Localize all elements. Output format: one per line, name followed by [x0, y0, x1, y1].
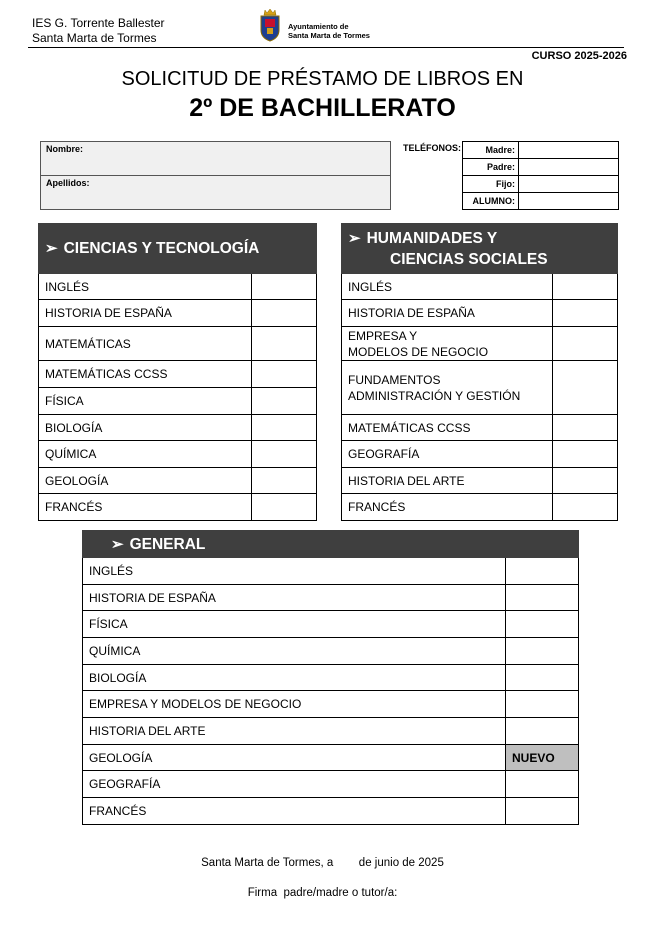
ayuntamiento-name [288, 22, 370, 40]
subject-label: BIOLOGÍA [83, 665, 506, 691]
subject-text: ADMINISTRACIÓN Y GESTIÓN [348, 388, 521, 403]
subject-label [342, 494, 553, 521]
subject-label [342, 327, 553, 361]
subject-label: FÍSICA [83, 611, 506, 638]
general-table [82, 530, 579, 825]
subject-checkbox[interactable] [506, 665, 579, 691]
phone-label: ALUMNO: [463, 193, 519, 210]
humanidades-header [342, 224, 618, 274]
subject-checkbox[interactable] [553, 415, 618, 441]
telefonos-label: TELÉFONOS: [403, 143, 461, 153]
phone-label: Padre: [463, 159, 519, 176]
page-title: SOLICITUD DE PRÉSTAMO DE LIBROS EN [121, 68, 524, 90]
table-row [342, 468, 618, 494]
table-row [39, 415, 317, 441]
header-divider [28, 47, 624, 48]
subject-label [342, 415, 553, 441]
subject-text: FUNDAMENTOS [348, 372, 441, 387]
school-line-2: Santa Marta de Tormes [32, 31, 157, 45]
subject-checkbox[interactable] [553, 300, 618, 327]
subject-text: EMPRESA Y [348, 328, 418, 343]
subject-label: HISTORIA DEL ARTE [83, 718, 506, 745]
table-row [83, 585, 579, 611]
phones-table [462, 141, 619, 210]
subject-text: MATEMÁTICAS CCSS [348, 420, 471, 435]
subject-checkbox[interactable] [252, 327, 317, 361]
subject-label: GEOGRAFÍA [83, 771, 506, 798]
table-row [342, 274, 618, 300]
apellidos-label: Apellidos: [46, 178, 90, 188]
table-row [83, 745, 579, 771]
subject-label [342, 441, 553, 468]
subject-checkbox[interactable] [553, 274, 618, 300]
phone-label: Fijo: [463, 176, 519, 193]
page-subtitle: 2º DE BACHILLERATO [189, 94, 456, 122]
subject-label: GEOLOGÍA [83, 745, 506, 771]
subject-checkbox[interactable] [506, 718, 579, 745]
subject-checkbox[interactable] [252, 441, 317, 468]
arrow-icon: ➢ [45, 240, 58, 257]
humanidades-table [341, 223, 618, 521]
table-row [39, 388, 317, 415]
table-row [83, 718, 579, 745]
humanidades-title-line-1 [348, 228, 611, 249]
subject-checkbox[interactable] [252, 361, 317, 388]
municipal-crest-icon [258, 8, 282, 42]
phone-input[interactable] [519, 142, 619, 159]
nombre-field[interactable] [40, 141, 391, 176]
subject-checkbox[interactable] [553, 327, 618, 361]
subject-checkbox[interactable] [506, 771, 579, 798]
table-row [342, 441, 618, 468]
subject-label [342, 468, 553, 494]
subject-text: GEOGRAFÍA [348, 447, 420, 461]
subject-checkbox[interactable] [506, 798, 579, 825]
subject-checkbox[interactable] [252, 300, 317, 327]
ayto-line-1: Ayuntamiento de [288, 22, 349, 31]
subject-text: FRANCÉS [348, 500, 406, 514]
subject-checkbox[interactable] [252, 415, 317, 441]
subject-label: QUÍMICA [83, 638, 506, 665]
subject-label: FRANCÉS [83, 798, 506, 825]
table-row [39, 441, 317, 468]
subject-text: HISTORIA DEL ARTE [348, 473, 465, 488]
subject-checkbox[interactable] [252, 274, 317, 300]
table-row [83, 611, 579, 638]
arrow-icon: ➢ [111, 535, 124, 553]
school-name [32, 16, 165, 46]
subject-text: MODELOS DE NEGOCIO [348, 344, 489, 359]
subject-label [342, 361, 553, 415]
table-row [39, 300, 317, 327]
phone-label: Madre: [463, 142, 519, 159]
table-row [39, 468, 317, 494]
table-row [83, 691, 579, 718]
table-row [342, 300, 618, 327]
subject-checkbox[interactable] [506, 691, 579, 718]
ciencias-title: CIENCIAS Y TECNOLOGÍA [63, 240, 260, 257]
table-row [342, 361, 618, 415]
ayto-line-2: Santa Marta de Tormes [288, 31, 370, 40]
table-row [83, 771, 579, 798]
table-row [39, 361, 317, 388]
arrow-icon: ➢ [348, 229, 361, 247]
table-row [39, 274, 317, 300]
subject-label: BIOLOGÍA [39, 415, 252, 441]
phone-row-padre [463, 159, 619, 176]
subject-checkbox[interactable] [553, 494, 618, 521]
subject-label: HISTORIA DE ESPAÑA [39, 300, 252, 327]
general-title: GENERAL [129, 535, 206, 553]
subject-checkbox[interactable] [553, 468, 618, 494]
table-row [39, 494, 317, 521]
phone-input[interactable] [519, 159, 619, 176]
subject-label: INGLÉS [39, 274, 252, 300]
place-date: Santa Marta de Tormes, a de junio de 2025 [201, 857, 444, 869]
humanidades-title: HUMANIDADES Y [366, 229, 498, 247]
apellidos-field[interactable] [40, 175, 391, 210]
phone-row-alumno [463, 193, 619, 210]
nuevo-badge: NUEVO [506, 745, 579, 771]
table-row [83, 665, 579, 691]
ciencias-table [38, 223, 317, 521]
course-year: CURSO 2025-2026 [531, 50, 627, 62]
subject-checkbox[interactable] [252, 468, 317, 494]
subject-checkbox[interactable] [252, 494, 317, 521]
general-header [83, 531, 579, 558]
phone-row-madre [463, 142, 619, 159]
subject-text: INGLÉS [348, 279, 393, 294]
subject-text: HISTORIA DE ESPAÑA [348, 306, 475, 320]
table-row [83, 798, 579, 825]
table-row [342, 415, 618, 441]
subject-checkbox[interactable] [506, 585, 579, 611]
subject-checkbox[interactable] [506, 611, 579, 638]
subject-label: HISTORIA DE ESPAÑA [83, 585, 506, 611]
phone-input[interactable] [519, 193, 619, 210]
ciencias-header [39, 224, 317, 274]
table-row [342, 327, 618, 361]
humanidades-title-line-2: CIENCIAS SOCIALES [390, 250, 548, 268]
subject-checkbox[interactable] [553, 441, 618, 468]
subject-label: GEOLOGÍA [39, 468, 252, 494]
subject-label: QUÍMICA [39, 441, 252, 468]
subject-label: FRANCÉS [39, 494, 252, 521]
table-row [39, 327, 317, 361]
table-row [83, 638, 579, 665]
school-line-1: IES G. Torrente Ballester [32, 16, 165, 30]
subject-label: MATEMÁTICAS CCSS [39, 361, 252, 388]
phone-row-fijo [463, 176, 619, 193]
subject-checkbox[interactable] [553, 361, 618, 415]
subject-label: EMPRESA Y MODELOS DE NEGOCIO [83, 691, 506, 718]
subject-checkbox[interactable] [506, 638, 579, 665]
phone-input[interactable] [519, 176, 619, 193]
subject-label: INGLÉS [83, 558, 506, 585]
table-row [342, 494, 618, 521]
subject-label [342, 300, 553, 327]
subject-label: FÍSICA [39, 388, 252, 415]
subject-checkbox[interactable] [506, 558, 579, 585]
subject-label [342, 274, 553, 300]
subject-label: MATEMÁTICAS [39, 327, 252, 361]
signature-line: Firma padre/madre o tutor/a: [247, 887, 398, 899]
nombre-label: Nombre: [46, 144, 84, 154]
table-row [83, 558, 579, 585]
subject-checkbox[interactable] [252, 388, 317, 415]
